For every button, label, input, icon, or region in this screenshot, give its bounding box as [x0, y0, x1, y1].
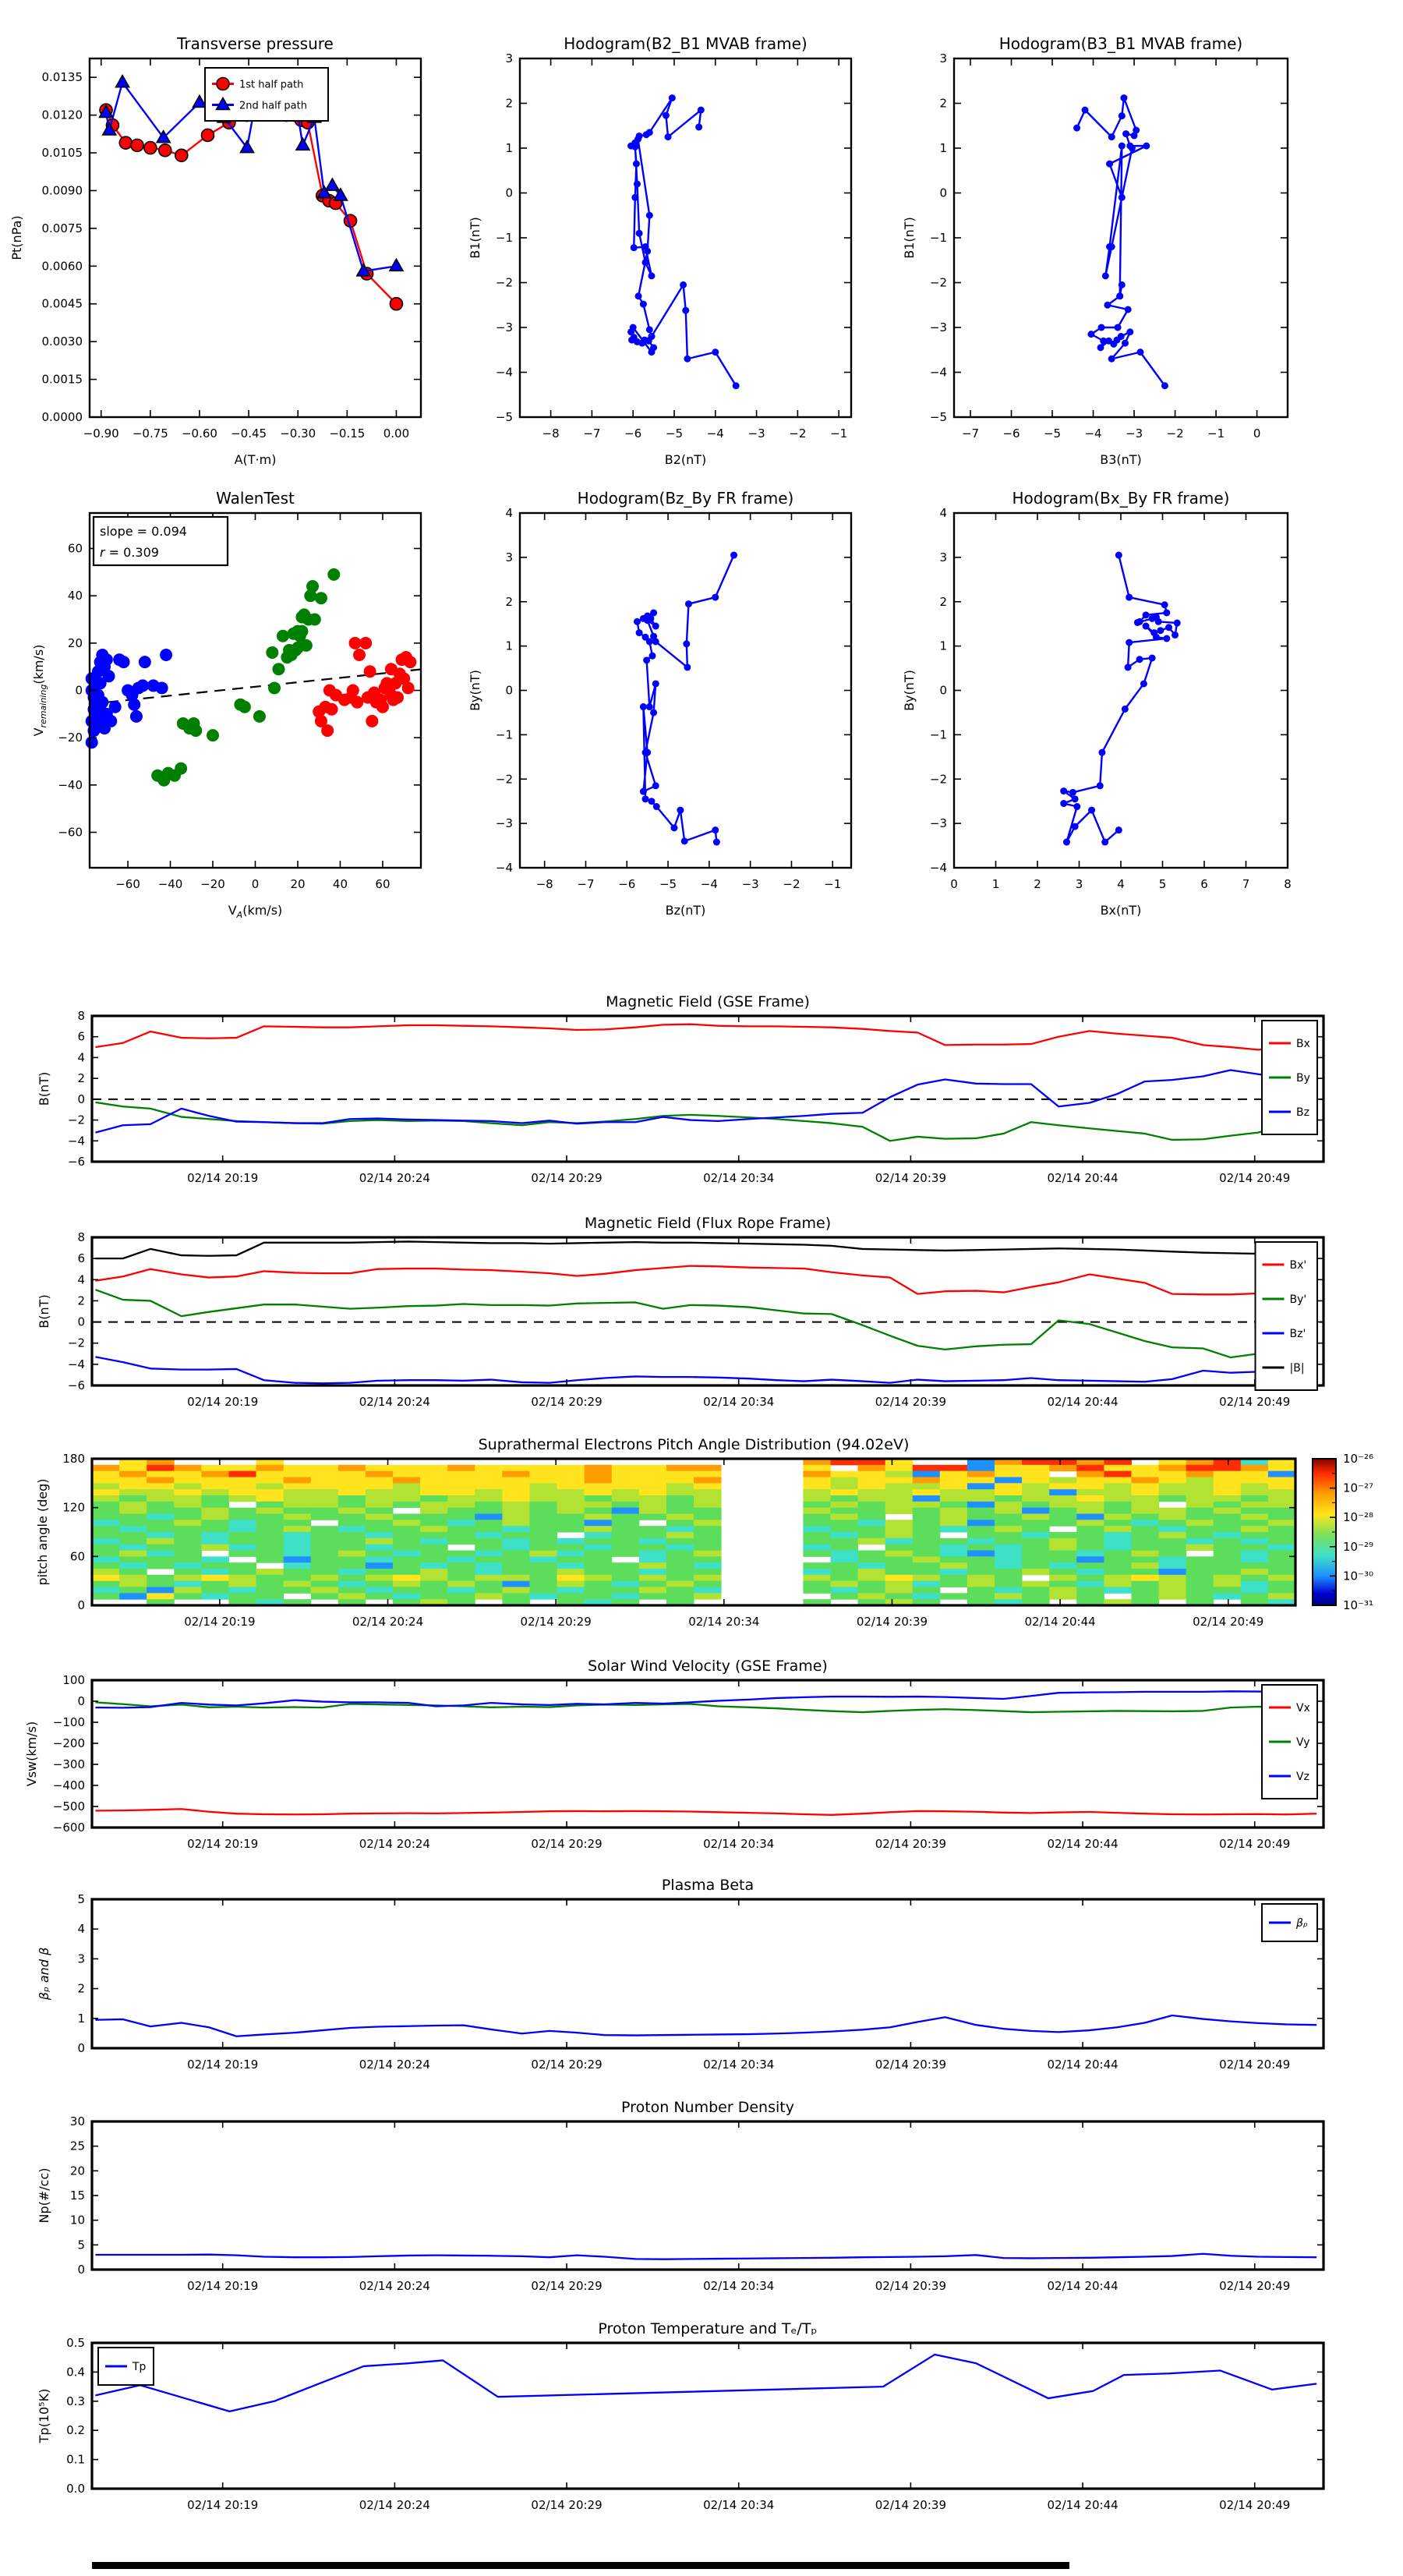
- y-tick-label: 0: [939, 683, 947, 698]
- x-tick-label: −6: [1002, 426, 1020, 441]
- walen-test: [31, 489, 421, 920]
- y-tick-label: 10: [69, 2213, 85, 2227]
- x-tick-label: −0.45: [231, 426, 267, 441]
- y-tick-label: −1: [929, 231, 947, 245]
- x-tick-label: −1: [824, 877, 842, 891]
- y-tick-label: 1: [505, 141, 513, 155]
- y-tick-label: −3: [929, 320, 947, 334]
- x-tick-label: 02/14 20:49: [1219, 2058, 1291, 2072]
- plot-title: Hodogram(Bz_By FR frame): [577, 489, 794, 508]
- series-line: [95, 1290, 1316, 1357]
- plot-title: Proton Number Density: [621, 2099, 794, 2116]
- x-tick-label: 0: [950, 877, 958, 891]
- plot-title: Solar Wind Velocity (GSE Frame): [588, 1658, 828, 1675]
- y-tick-label: −2: [929, 772, 947, 787]
- series-line: [95, 1024, 1316, 1050]
- b-fr: [37, 1215, 1323, 1409]
- x-tick-label: −8: [535, 877, 553, 891]
- x-tick-label: 02/14 20:29: [531, 2058, 603, 2072]
- x-axis-label: B2(nT): [664, 452, 707, 467]
- y-tick-label: 0: [77, 1315, 85, 1329]
- x-tick-label: 02/14 20:29: [531, 1837, 603, 1851]
- x-tick-label: −1: [830, 426, 848, 441]
- scatter-group-blue: [86, 649, 172, 748]
- pad: [35, 1436, 1373, 1629]
- x-tick-label: 02/14 20:49: [1219, 2498, 1291, 2512]
- x-tick-label: −4: [706, 426, 724, 441]
- y-axis-label: $V_{remaining}(km/s)$: [31, 644, 48, 737]
- y-tick-label: 0: [939, 186, 947, 200]
- y-tick-label: −4: [495, 365, 513, 380]
- colorbar-tick-label: 10⁻²⁹: [1343, 1539, 1374, 1554]
- x-axis-label: B3(nT): [1100, 452, 1142, 467]
- x-tick-label: 02/14 20:29: [531, 1395, 603, 1409]
- plot-frame: [92, 2121, 1323, 2270]
- x-tick-label: 02/14 20:49: [1219, 2279, 1291, 2293]
- plot-title: Hodogram(B3_B1 MVAB frame): [998, 34, 1243, 53]
- y-tick-label: 30: [69, 2114, 85, 2128]
- y-tick-label: 1: [939, 141, 947, 155]
- x-tick-label: 4: [1117, 877, 1125, 891]
- x-tick-label: −5: [665, 426, 684, 441]
- y-tick-label: 0.0105: [41, 146, 83, 161]
- x-axis-label: Bz(nT): [665, 903, 706, 918]
- y-tick-label: 15: [69, 2189, 85, 2203]
- x-tick-label: 02/14 20:34: [688, 1615, 760, 1629]
- series-line: [95, 2355, 1316, 2411]
- y-tick-label: 0.0090: [41, 183, 83, 198]
- x-tick-label: −0.15: [329, 426, 366, 441]
- cropped-next-panel-bar: [92, 2562, 1069, 2569]
- x-tick-label: 02/14 20:44: [1047, 2279, 1119, 2293]
- x-tick-label: 40: [332, 877, 348, 891]
- y-tick-label: 0: [77, 1598, 85, 1612]
- legend-label: Bx: [1296, 1038, 1310, 1050]
- x-tick-label: 02/14 20:34: [703, 1837, 775, 1851]
- legend-label: Bz: [1296, 1106, 1309, 1119]
- annotation-slope: slope = 0.094: [100, 524, 187, 539]
- plot-title: Suprathermal Electrons Pitch Angle Distribution (94.02eV): [478, 1436, 910, 1453]
- legend-label: Vz: [1296, 1771, 1309, 1783]
- y-tick-label: 3: [505, 550, 513, 564]
- y-tick-label: −200: [52, 1736, 85, 1750]
- y-tick-label: 40: [67, 589, 83, 603]
- x-tick-label: 2: [1034, 877, 1041, 891]
- x-tick-label: 02/14 20:19: [187, 2279, 259, 2293]
- y-tick-label: 4: [77, 1050, 85, 1065]
- y-axis-label: B(nT): [37, 1294, 51, 1329]
- plot-title: Magnetic Field (Flux Rope Frame): [584, 1215, 832, 1232]
- series-line: [1064, 555, 1178, 842]
- vsw: [24, 1658, 1323, 1851]
- y-tick-label: −2: [67, 1113, 85, 1127]
- legend-label: βₚ: [1296, 1917, 1308, 1930]
- plot-title: Hodogram(Bx_By FR frame): [1012, 489, 1230, 508]
- y-tick-label: −1: [929, 727, 947, 742]
- y-axis-label: Tp(10⁵K): [37, 2388, 51, 2443]
- y-tick-label: −4: [929, 365, 947, 380]
- y-tick-label: 0: [77, 2263, 85, 2277]
- x-tick-label: 02/14 20:19: [187, 2498, 259, 2512]
- y-tick-label: 3: [939, 51, 947, 65]
- y-tick-label: −5: [495, 410, 513, 424]
- x-tick-label: 20: [290, 877, 306, 891]
- x-tick-label: 1: [991, 877, 1000, 891]
- y-tick-label: −100: [52, 1715, 85, 1729]
- x-tick-label: 02/14 20:44: [1047, 1171, 1119, 1185]
- plot-title: Magnetic Field (GSE Frame): [606, 993, 810, 1010]
- scatter-group-red: [313, 637, 416, 737]
- x-tick-label: −8: [542, 426, 560, 441]
- y-tick-label: 0: [77, 2041, 85, 2055]
- y-tick-label: 180: [62, 1452, 85, 1466]
- plot-frame: [520, 58, 851, 417]
- y-tick-label: −400: [52, 1778, 85, 1792]
- x-tick-label: 02/14 20:24: [359, 2498, 430, 2512]
- y-axis-label: pitch angle (deg): [35, 1478, 50, 1586]
- y-axis-label: Pt(nPa): [9, 215, 24, 260]
- x-tick-label: −7: [583, 426, 601, 441]
- y-tick-label: 5: [77, 2238, 85, 2252]
- y-tick-label: 60: [67, 541, 83, 556]
- y-tick-label: 1: [505, 639, 513, 653]
- y-tick-label: −5: [929, 410, 947, 424]
- plot-frame: [92, 1016, 1323, 1162]
- x-tick-label: 60: [375, 877, 391, 891]
- series-line: [95, 2015, 1316, 2036]
- y-tick-label: −4: [929, 861, 947, 875]
- beta: [37, 1877, 1323, 2072]
- y-tick-label: 20: [69, 2164, 85, 2178]
- legend-label: By: [1296, 1072, 1310, 1085]
- y-tick-label: 2: [939, 96, 947, 111]
- x-tick-label: 02/14 20:19: [184, 1615, 256, 1629]
- y-tick-label: −20: [58, 731, 83, 745]
- annotation-r: r = 0.309: [100, 545, 159, 560]
- legend-label: By': [1289, 1293, 1307, 1306]
- y-tick-label: 0.0045: [41, 296, 83, 311]
- y-tick-label: −40: [58, 777, 83, 792]
- x-axis-label: $V_A(km/s)$: [228, 903, 283, 920]
- series-line: [95, 1102, 1316, 1141]
- plot-title: WalenTest: [216, 489, 295, 508]
- y-tick-label: 2: [77, 1293, 85, 1308]
- x-tick-label: −5: [1043, 426, 1062, 441]
- x-tick-label: 8: [1284, 877, 1292, 891]
- y-axis-label: By(nT): [902, 670, 917, 711]
- x-tick-label: −6: [624, 426, 642, 441]
- y-tick-label: −2: [67, 1336, 85, 1350]
- x-tick-label: −2: [789, 426, 807, 441]
- y-tick-label: 0.0075: [41, 221, 83, 235]
- y-axis-label: B(nT): [37, 1071, 51, 1106]
- x-tick-label: −60: [115, 877, 140, 891]
- y-tick-label: 4: [939, 506, 947, 520]
- x-tick-label: 02/14 20:24: [359, 1837, 430, 1851]
- colorbar-tick-label: 10⁻²⁶: [1343, 1452, 1374, 1466]
- y-tick-label: 4: [77, 1922, 85, 1937]
- series-line: [95, 1357, 1316, 1383]
- y-tick-label: 0.0: [66, 2482, 85, 2496]
- x-tick-label: 02/14 20:44: [1047, 1837, 1119, 1851]
- x-tick-label: 02/14 20:39: [856, 1615, 928, 1629]
- y-tick-label: 0.4: [66, 2365, 85, 2380]
- x-tick-label: 02/14 20:19: [187, 1837, 259, 1851]
- x-tick-label: 0: [251, 877, 260, 891]
- hodogram-b2b1: [468, 34, 851, 467]
- x-tick-label: 02/14 20:34: [703, 2058, 775, 2072]
- y-tick-label: 0.3: [66, 2394, 85, 2408]
- y-tick-label: 120: [62, 1500, 85, 1515]
- x-tick-label: −1: [1207, 426, 1225, 441]
- y-tick-label: 0.2: [66, 2423, 85, 2438]
- plot-title: Transverse pressure: [177, 34, 334, 53]
- y-tick-label: 0: [505, 186, 513, 200]
- y-tick-label: 4: [505, 506, 513, 520]
- x-tick-label: 02/14 20:29: [531, 2279, 603, 2293]
- x-axis-label: A(T·m): [234, 452, 277, 467]
- x-tick-label: −2: [1166, 426, 1184, 441]
- x-tick-label: 02/14 20:29: [520, 1615, 592, 1629]
- x-tick-label: 7: [1242, 877, 1250, 891]
- x-tick-label: 02/14 20:44: [1047, 2498, 1119, 2512]
- colorbar-tick-label: 10⁻²⁷: [1343, 1481, 1374, 1495]
- x-tick-label: −0.60: [181, 426, 217, 441]
- y-tick-label: −3: [495, 816, 513, 831]
- x-tick-label: −3: [747, 426, 765, 441]
- series-line: [95, 1070, 1316, 1132]
- y-tick-label: 0.0120: [41, 108, 83, 122]
- y-tick-label: −6: [67, 1378, 85, 1392]
- transverse-pressure: [9, 34, 421, 467]
- series-markers: [1060, 552, 1181, 846]
- y-tick-label: 20: [67, 635, 83, 650]
- tp: [37, 2320, 1323, 2512]
- hodogram-b3b1: [902, 34, 1288, 467]
- y-axis-label: B1(nT): [902, 217, 917, 259]
- y-tick-label: 3: [77, 1951, 85, 1966]
- x-tick-label: 6: [1200, 877, 1208, 891]
- x-tick-label: −7: [577, 877, 595, 891]
- x-tick-label: −20: [200, 877, 225, 891]
- y-tick-label: 0: [77, 1092, 85, 1106]
- x-tick-label: 5: [1158, 877, 1167, 891]
- x-tick-label: −4: [1084, 426, 1102, 441]
- legend-label: Bx': [1289, 1259, 1307, 1272]
- y-tick-label: 2: [505, 594, 513, 609]
- y-tick-label: 0: [75, 683, 83, 698]
- y-tick-label: −600: [52, 1821, 85, 1835]
- x-tick-label: −0.75: [132, 426, 168, 441]
- y-tick-label: 4: [77, 1272, 85, 1287]
- y-tick-label: −4: [495, 861, 513, 875]
- hodogram-bzby: [468, 489, 851, 918]
- hodogram-bxby: [902, 489, 1292, 918]
- plot-frame: [92, 2343, 1323, 2489]
- y-tick-label: 0.0015: [41, 372, 83, 387]
- x-tick-label: 02/14 20:24: [352, 1615, 424, 1629]
- x-tick-label: −3: [741, 877, 759, 891]
- y-tick-label: 5: [77, 1892, 85, 1906]
- x-tick-label: 3: [1075, 877, 1083, 891]
- y-tick-label: 60: [69, 1549, 85, 1564]
- plot-frame: [92, 1237, 1323, 1385]
- y-tick-label: 8: [77, 1230, 85, 1244]
- plot-title: Proton Temperature and Tₑ/Tₚ: [598, 2320, 818, 2337]
- y-tick-label: 100: [62, 1673, 85, 1687]
- y-tick-label: −1: [495, 727, 513, 742]
- y-tick-label: −500: [52, 1799, 85, 1813]
- colorbar-tick-label: 10⁻³¹: [1343, 1598, 1374, 1612]
- series-line: [95, 1809, 1316, 1815]
- x-tick-label: 02/14 20:44: [1047, 1395, 1119, 1409]
- y-tick-label: −4: [67, 1134, 85, 1148]
- y-tick-label: 3: [505, 51, 513, 65]
- series-line: [95, 1241, 1316, 1258]
- x-tick-label: 02/14 20:39: [875, 2498, 947, 2512]
- y-tick-label: −3: [929, 816, 947, 831]
- x-tick-label: 02/14 20:29: [531, 2498, 603, 2512]
- x-tick-label: −0.30: [280, 426, 316, 441]
- y-tick-label: −2: [495, 275, 513, 290]
- legend-label: Vy: [1296, 1736, 1310, 1749]
- x-tick-label: 02/14 20:34: [703, 1171, 775, 1185]
- series-line: [95, 2254, 1316, 2259]
- y-tick-label: 1: [77, 2011, 85, 2026]
- y-tick-label: −1: [495, 231, 513, 245]
- y-tick-label: −2: [929, 275, 947, 290]
- plot-title: Hodogram(B2_B1 MVAB frame): [564, 34, 808, 53]
- x-tick-label: 02/14 20:24: [359, 1395, 430, 1409]
- x-tick-label: 02/14 20:39: [875, 2058, 947, 2072]
- x-tick-label: 02/14 20:34: [703, 2279, 775, 2293]
- y-tick-label: 2: [77, 1071, 85, 1086]
- y-tick-label: −3: [495, 320, 513, 334]
- y-tick-label: 0.0060: [41, 259, 83, 274]
- x-tick-label: −5: [659, 877, 677, 891]
- x-tick-label: 02/14 20:39: [875, 2279, 947, 2293]
- x-tick-label: −4: [700, 877, 718, 891]
- y-tick-label: −6: [67, 1155, 85, 1169]
- x-tick-label: 02/14 20:24: [359, 2058, 430, 2072]
- x-tick-label: 02/14 20:19: [187, 2058, 259, 2072]
- legend-label: 2nd half path: [239, 100, 307, 112]
- x-tick-label: −6: [618, 877, 636, 891]
- y-tick-label: −60: [58, 825, 83, 840]
- x-tick-label: −3: [1126, 426, 1143, 441]
- legend-label: |B|: [1289, 1362, 1305, 1375]
- x-tick-label: 02/14 20:44: [1024, 1615, 1096, 1629]
- x-tick-label: 02/14 20:29: [531, 1171, 603, 1185]
- x-tick-label: −2: [783, 877, 800, 891]
- x-tick-label: 02/14 20:24: [359, 2279, 430, 2293]
- np: [37, 2099, 1323, 2293]
- x-tick-label: 02/14 20:39: [875, 1395, 947, 1409]
- scatter-group-green: [151, 568, 340, 787]
- b-gse: [37, 993, 1323, 1185]
- x-tick-label: −40: [157, 877, 183, 891]
- x-tick-label: 02/14 20:49: [1219, 1837, 1291, 1851]
- x-tick-label: 02/14 20:24: [359, 1171, 430, 1185]
- legend-label: Vx: [1296, 1702, 1310, 1714]
- y-tick-label: −2: [495, 772, 513, 787]
- plot-title: Plasma Beta: [661, 1877, 755, 1894]
- x-tick-label: 02/14 20:19: [187, 1395, 259, 1409]
- y-tick-label: 0.1: [66, 2452, 85, 2467]
- x-tick-label: 02/14 20:49: [1219, 1395, 1291, 1409]
- plot-frame: [92, 1899, 1323, 2048]
- y-tick-label: 6: [77, 1251, 85, 1266]
- y-tick-label: 0: [77, 1694, 85, 1708]
- series-markers: [627, 94, 740, 389]
- x-tick-label: 02/14 20:49: [1193, 1615, 1264, 1629]
- pad-heatmap: [92, 1459, 1296, 1606]
- y-axis-label: Np(#/cc): [37, 2167, 51, 2224]
- x-tick-label: 02/14 20:39: [875, 1171, 947, 1185]
- y-tick-label: 0: [505, 683, 513, 698]
- y-tick-label: 0.0030: [41, 334, 83, 349]
- y-tick-label: 2: [939, 594, 947, 609]
- x-axis-label: Bx(nT): [1100, 903, 1142, 918]
- y-tick-label: 2: [77, 1981, 85, 1996]
- y-tick-label: 0.0000: [41, 410, 83, 424]
- y-axis-label: B1(nT): [468, 217, 482, 259]
- x-tick-label: 02/14 20:34: [703, 2498, 775, 2512]
- legend-label: Tp: [133, 2361, 147, 2373]
- x-tick-label: 0: [1253, 426, 1261, 441]
- y-tick-label: 1: [939, 639, 947, 653]
- y-tick-label: 6: [77, 1029, 85, 1044]
- y-axis-label: By(nT): [468, 670, 482, 711]
- y-tick-label: 2: [505, 96, 513, 111]
- y-tick-label: −4: [67, 1357, 85, 1371]
- series-line: [1077, 98, 1165, 386]
- y-tick-label: 8: [77, 1009, 85, 1023]
- x-tick-label: 02/14 20:34: [703, 1395, 775, 1409]
- series-line: [95, 1702, 1316, 1712]
- y-axis-label: βₚ and β: [37, 1947, 51, 2001]
- y-tick-label: 0.5: [66, 2336, 85, 2350]
- y-axis-label: Vsw(km/s): [24, 1721, 39, 1787]
- colorbar-tick-label: 10⁻²⁸: [1343, 1510, 1374, 1525]
- x-tick-label: 02/14 20:49: [1219, 1171, 1291, 1185]
- y-tick-label: 3: [939, 550, 947, 564]
- y-tick-label: 0.0135: [41, 70, 83, 85]
- x-tick-label: 02/14 20:39: [875, 1837, 947, 1851]
- legend-label: Bz': [1289, 1328, 1306, 1340]
- legend-label: 1st half path: [239, 79, 304, 91]
- x-tick-label: 0.00: [383, 426, 410, 441]
- x-tick-label: −7: [961, 426, 980, 441]
- series-line: [95, 1266, 1316, 1295]
- plot-frame: [520, 513, 851, 868]
- x-tick-label: 02/14 20:44: [1047, 2058, 1119, 2072]
- x-tick-label: 02/14 20:19: [187, 1171, 259, 1185]
- colorbar-tick-label: 10⁻³⁰: [1343, 1569, 1374, 1583]
- y-tick-label: −300: [52, 1757, 85, 1771]
- x-tick-label: −0.90: [83, 426, 119, 441]
- y-tick-label: 25: [69, 2139, 85, 2153]
